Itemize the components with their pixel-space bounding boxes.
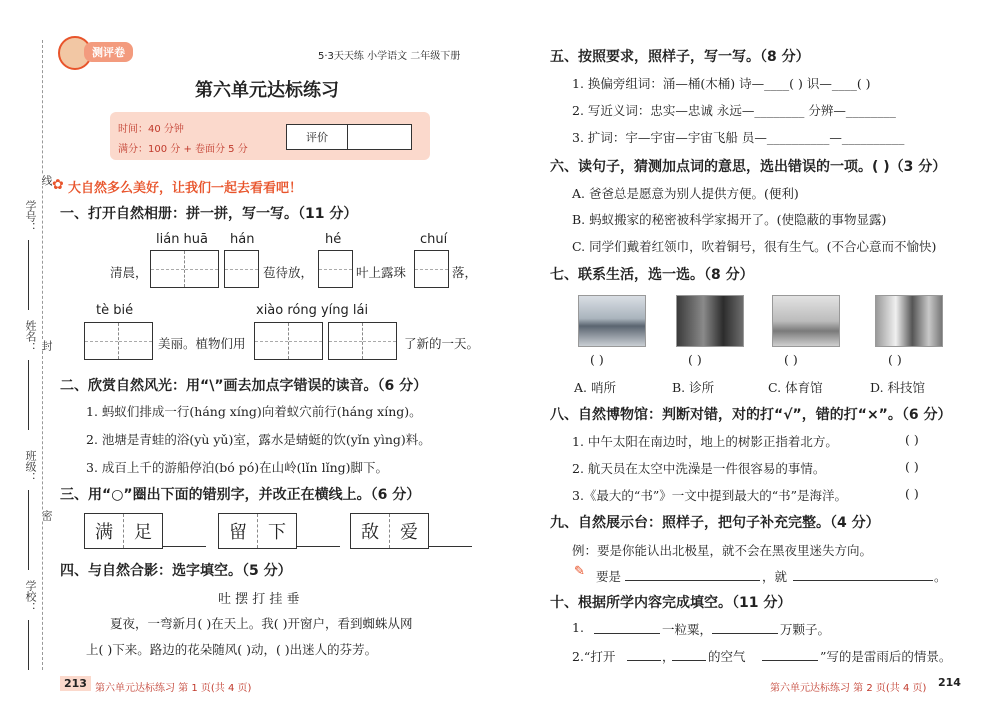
s3-char[interactable]: 爱 [400, 522, 418, 543]
s8-answer-3[interactable]: ( ) [905, 486, 919, 501]
s6-option-c[interactable]: C. 同学们戴着红领巾，吹着铜号，很有生气。(不合心意而不愉快) [572, 239, 937, 254]
s3-word-1[interactable] [84, 513, 163, 549]
page-title: 第六单元达标练习 [195, 80, 339, 101]
s2-item-2: 2. 池塘是青蛙的浴(yù yǔ)室，露水是蜻蜓的饮(yǐn yìng)料。 [86, 432, 431, 447]
intro-text: 大自然多么美好，让我们一起去看看吧！ [68, 181, 303, 196]
s7-option-b: B. 诊所 [672, 380, 715, 395]
s8-answer-1[interactable]: ( ) [905, 432, 919, 447]
s10-blank-5[interactable] [762, 646, 818, 661]
s3-char[interactable]: 足 [134, 522, 152, 543]
s4-title: 四、与自然合影：选字填空。（5 分） [60, 563, 292, 579]
s3-word-2[interactable] [218, 513, 297, 549]
s3-char[interactable]: 留 [219, 514, 258, 548]
class-line [28, 490, 29, 570]
s10-l1-text-1: 一粒粟， [662, 622, 713, 637]
s9-example: 例：要是你能认出北极星，就不会在黑夜里迷失方向。 [572, 543, 873, 558]
photo-science-museum [875, 295, 943, 347]
s1-pinyin-6: xiào róng yíng lái [256, 303, 369, 318]
s8-item-3: 3.《最大的“书”》一文中提到最大的“书”是海洋。 [572, 488, 847, 503]
s1-text-1: 清晨， [110, 265, 148, 280]
s4-chars: 吐 摆 打 挂 垂 [218, 592, 300, 607]
s8-item-1: 1. 中午太阳在南边时，地上的树影正指着北方。 [572, 434, 838, 449]
s1-text-6: 了新的一天。 [404, 336, 480, 351]
s7-option-c: C. 体育馆 [768, 380, 823, 395]
photo-gym [772, 295, 840, 347]
s5-title: 五、按照要求，照样子，写一写。（8 分） [550, 49, 810, 65]
s9-blank-2[interactable] [793, 566, 933, 581]
s1-grid-3[interactable] [318, 250, 353, 288]
footer-right: 第六单元达标练习 第 2 页(共 4 页) [770, 683, 927, 694]
s6-option-a[interactable]: A. 爸爸总是愿意为别人提供方便。(便利) [572, 186, 799, 201]
s3-char[interactable]: 敌 [351, 514, 390, 548]
s8-item-2: 2. 航天员在太空中洗澡是一件很容易的事情。 [572, 461, 826, 476]
photo-sentry-post [578, 295, 646, 347]
time-info: 时间：40 分钟 [118, 124, 184, 135]
s6-title: 六、读句子，猜测加点词的意思，选出错误的一项。( )（3 分） [550, 159, 947, 175]
s9-q-text-1: 要是 [596, 569, 622, 584]
s2-item-3: 3. 成百上千的游船停泊(bó pó)在山岭(lǐn lǐng)脚下。 [86, 460, 389, 475]
s1-text-2: 苞待放， [263, 265, 314, 280]
score-info: 满分：100 分 + 卷面分 5 分 [118, 144, 248, 155]
student-id-line [28, 240, 29, 310]
s3-char[interactable]: 满 [85, 514, 124, 548]
s1-pinyin-1: lián huā [156, 232, 209, 247]
s3-blank-2[interactable] [296, 530, 340, 547]
seal-label: 封 [40, 340, 53, 351]
s4-line-2: 上( )下来。路边的花朵随风( )动，( )出迷人的芬芳。 [86, 642, 378, 657]
school-line [28, 620, 29, 670]
student-id-label: 学号： [24, 200, 37, 233]
intro-icon: ✿ [52, 177, 64, 193]
s10-l2-text-3: 的空气 [708, 649, 746, 664]
s3-title: 三、用“○”圈出下面的错别字，并改正在横线上。（6 分） [60, 487, 421, 503]
s1-text-4: 落， [452, 265, 478, 280]
s1-grid-1[interactable] [150, 250, 219, 288]
eval-box [286, 124, 412, 150]
s1-grid-4[interactable] [414, 250, 449, 288]
badge: 测评卷 [84, 42, 133, 62]
s3-char[interactable]: 下 [268, 522, 286, 543]
s3-blank-1[interactable] [162, 530, 206, 547]
s7-answer-c[interactable]: ( ) [784, 352, 798, 367]
s1-pinyin-4: chuí [420, 232, 448, 247]
s9-q-text-2: ，就 [762, 569, 788, 584]
s3-blank-3[interactable] [428, 530, 472, 547]
s10-l1-num: 1. [572, 620, 584, 635]
footer-left: 第六单元达标练习 第 1 页(共 4 页) [95, 683, 252, 694]
s9-title: 九、自然展示台：照样子，把句子补充完整。（4 分） [550, 515, 880, 531]
name-line [28, 360, 29, 430]
s7-option-a: A. 哨所 [574, 380, 616, 395]
page-number-left: 213 [60, 676, 91, 691]
s2-item-1: 1. 蚂蚁们排成一行(háng xíng)向着蚁穴前行(háng xíng)。 [86, 404, 422, 419]
s9-blank-1[interactable] [625, 566, 760, 581]
s1-grid-2[interactable] [224, 250, 259, 288]
school-label: 学校： [24, 580, 37, 613]
s7-option-d: D. 科技馆 [870, 380, 926, 395]
s1-text-3: 叶上露珠 [356, 265, 407, 280]
s1-pinyin-2: hán [230, 232, 255, 247]
s2-title: 二、欣赏自然风光：用“\”画去加点字错误的读音。（6 分） [60, 378, 428, 394]
s10-l2-text-4: ”写的是雷雨后的情景。 [820, 649, 952, 664]
page-number-right: 214 [938, 676, 961, 689]
s1-grid-5[interactable] [84, 322, 153, 360]
s7-answer-b[interactable]: ( ) [688, 352, 702, 367]
pencil-icon: ✎ [574, 564, 585, 579]
series-info: 5·3天天练 小学语文 二年级下册 [318, 51, 461, 62]
s5-line-2: 2. 写近义词：忠实—忠诚 永远—________ 分辨—________ [572, 103, 896, 118]
s1-pinyin-3: hé [325, 232, 342, 247]
s7-title: 七、联系生活，选一选。（8 分） [550, 267, 754, 283]
s1-text-5: 美丽。植物们用 [158, 336, 246, 351]
s4-line-1: 夏夜，一弯新月( )在天上。我( )开窗户，看到蜘蛛从网 [110, 616, 413, 631]
s10-blank-3[interactable] [627, 646, 661, 661]
class-label: 班级： [24, 450, 37, 483]
eval-label: 评价 [287, 125, 348, 149]
s8-title: 八、自然博物馆：判断对错，对的打“√”，错的打“×”。（6 分） [550, 407, 952, 423]
line-label: 线 [40, 175, 53, 186]
s7-answer-d[interactable]: ( ) [888, 352, 902, 367]
s10-l2-text-2: ， [662, 649, 675, 664]
secret-label: 密 [40, 510, 53, 521]
photo-clinic [676, 295, 744, 347]
s6-option-b[interactable]: B. 蚂蚁搬家的秘密被科学家揭开了。(使隐蔽的事物显露) [572, 212, 887, 227]
s10-blank-4[interactable] [672, 646, 706, 661]
s10-blank-2[interactable] [712, 619, 778, 634]
s10-title: 十、根据所学内容完成填空。（11 分） [550, 595, 792, 611]
s5-line-3: 3. 扩词：宇—宇宙—宇宙飞船 员—__________—__________ [572, 130, 905, 145]
s7-answer-a[interactable]: ( ) [590, 352, 604, 367]
s8-answer-2[interactable]: ( ) [905, 459, 919, 474]
s10-l2-text-1: 2.“打开 [572, 649, 616, 664]
s10-l1-text-2: 万颗子。 [780, 622, 831, 637]
s1-grid-6[interactable] [254, 322, 323, 360]
s1-title: 一、打开自然相册：拼一拼，写一写。（11 分） [60, 206, 358, 222]
eval-blank[interactable] [348, 125, 411, 149]
s3-word-3[interactable] [350, 513, 429, 549]
s10-blank-1[interactable] [594, 619, 660, 634]
binding-line [42, 40, 43, 670]
name-label: 姓名： [24, 320, 37, 353]
s9-q-text-3: 。 [934, 569, 947, 584]
s5-line-1: 1. 换偏旁组词：涌—桶(木桶) 诗—____( ) 识—____( ) [572, 76, 871, 91]
s1-pinyin-5: tè bié [96, 303, 134, 318]
s1-grid-7[interactable] [328, 322, 397, 360]
